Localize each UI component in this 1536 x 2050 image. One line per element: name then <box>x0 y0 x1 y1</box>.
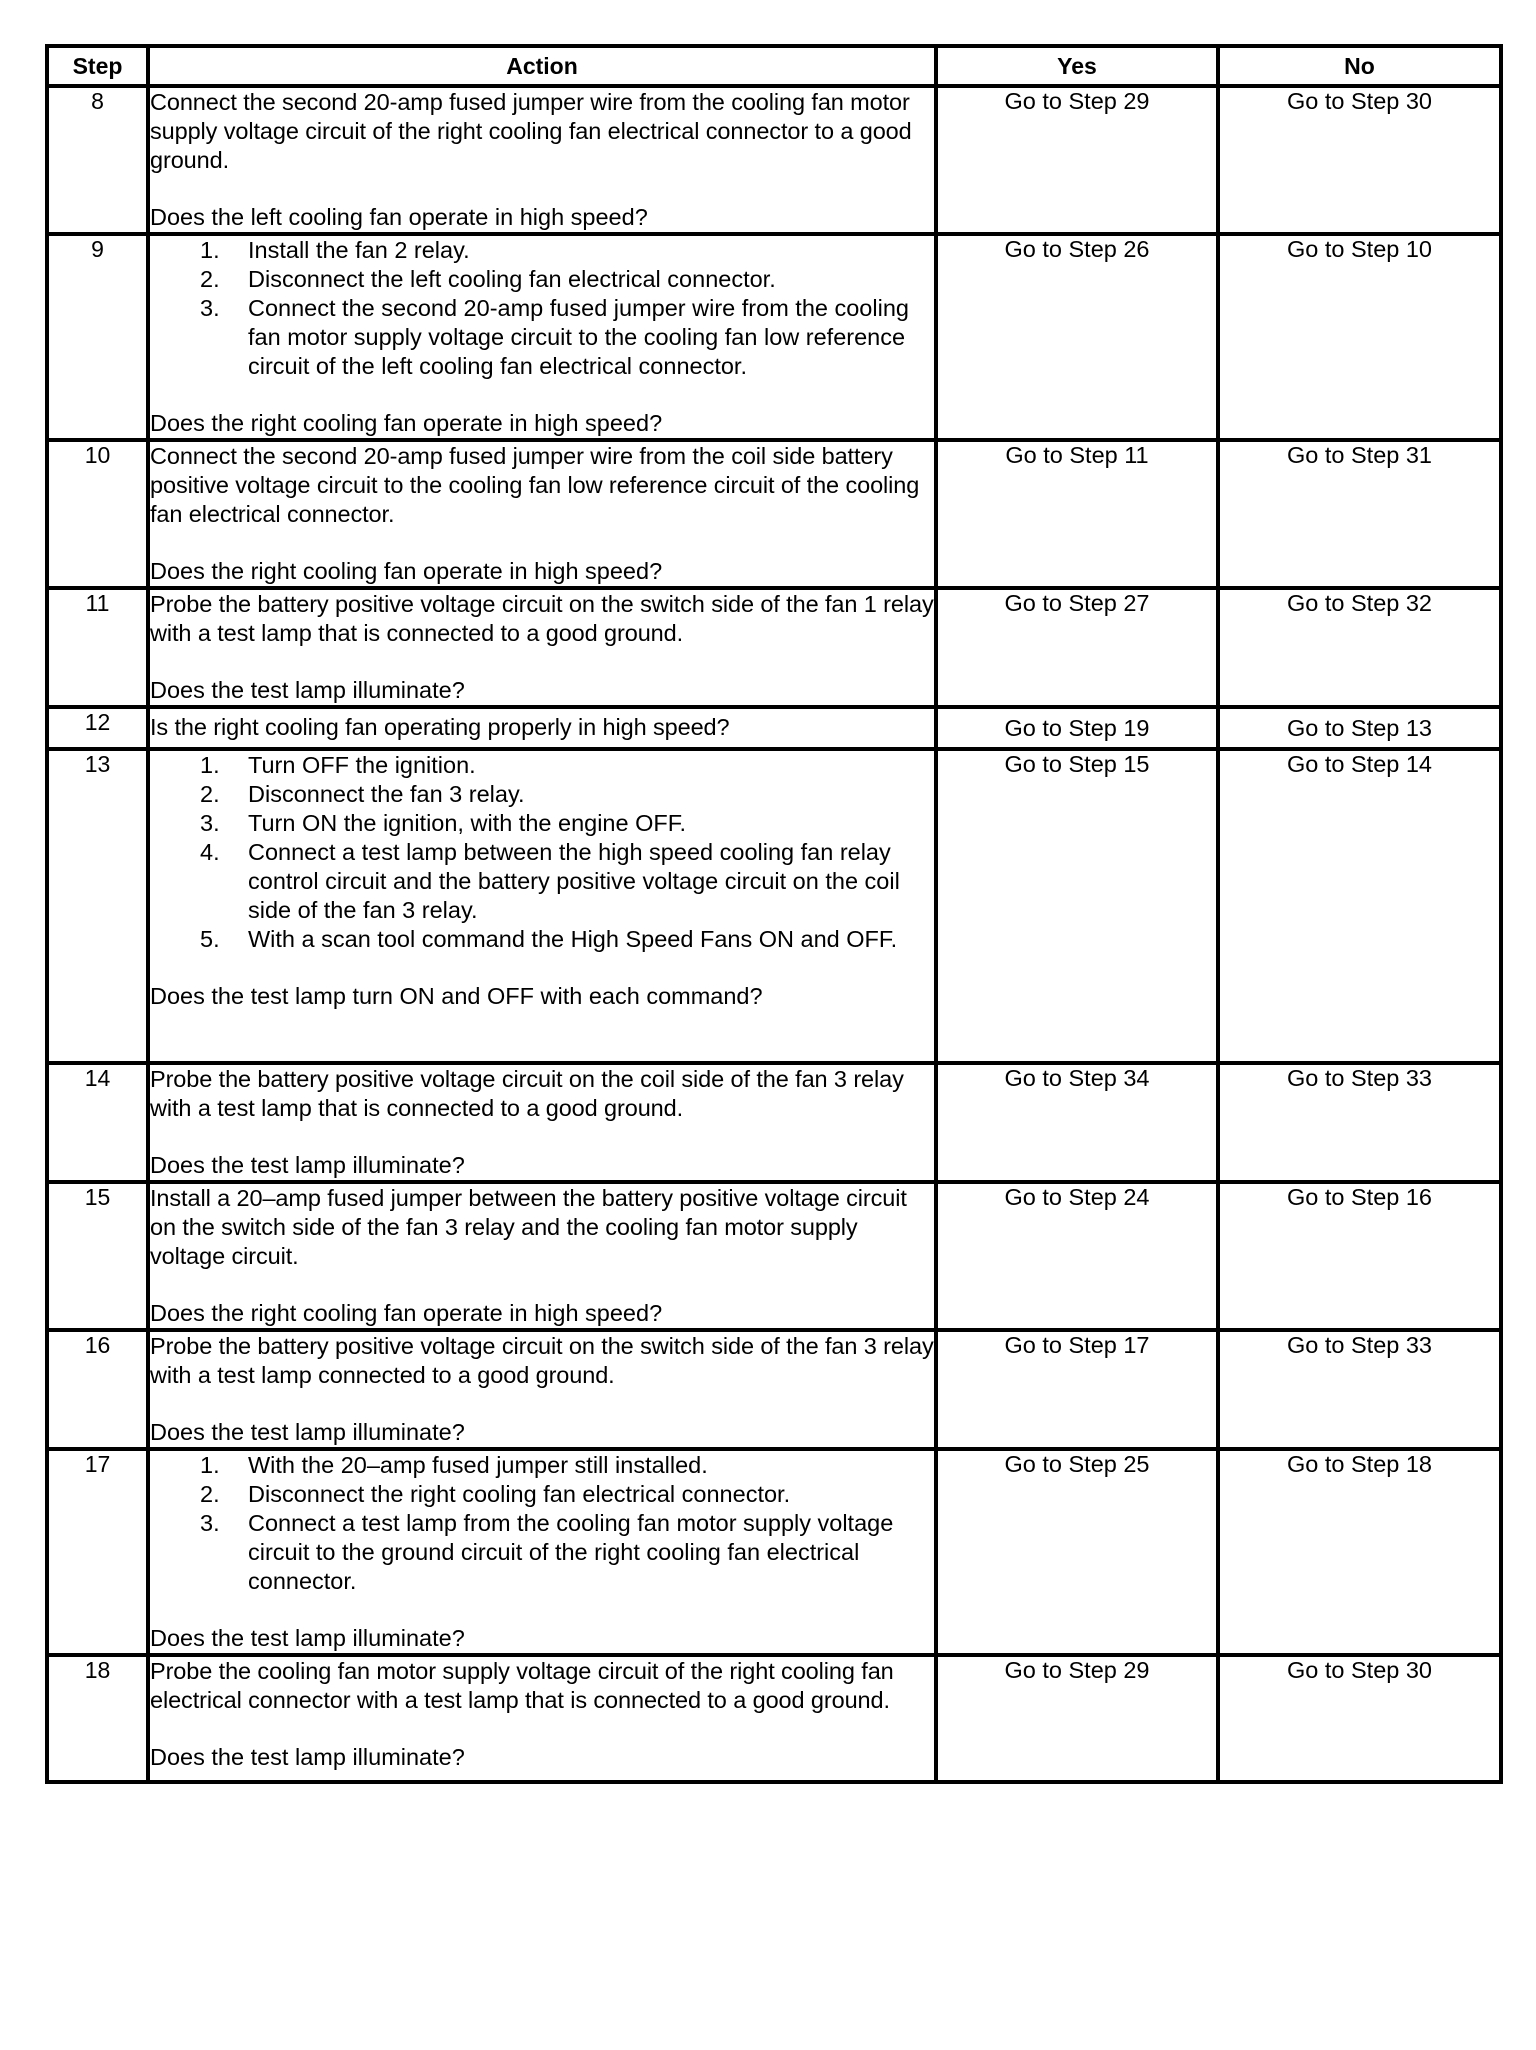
action-list-item: Turn OFF the ignition. <box>248 752 476 778</box>
step-number: 15 <box>47 1182 148 1330</box>
header-step: Step <box>47 46 148 86</box>
action-question: Does the test lamp illuminate? <box>150 1152 465 1178</box>
action-question: Does the right cooling fan operate in high speed? <box>150 410 663 436</box>
table-row <box>47 1655 1501 1782</box>
table-row <box>47 1330 1501 1449</box>
step-number: 13 <box>47 749 148 1063</box>
no-answer: Go to Step 30 <box>1218 86 1501 234</box>
table-row <box>47 588 1501 707</box>
no-answer: Go to Step 18 <box>1218 1449 1501 1655</box>
yes-answer: Go to Step 34 <box>936 1063 1218 1182</box>
step-number: 17 <box>47 1449 148 1655</box>
no-answer: Go to Step 16 <box>1218 1182 1501 1330</box>
table-row <box>47 1182 1501 1330</box>
step-number: 12 <box>47 707 148 749</box>
action-cell <box>148 86 936 234</box>
action-question: Does the test lamp illuminate? <box>150 1744 465 1770</box>
action-cell <box>148 1449 936 1655</box>
yes-answer: Go to Step 17 <box>936 1330 1218 1449</box>
action-list-item: Install the fan 2 relay. <box>248 237 470 263</box>
header-row <box>47 46 1501 86</box>
action-cell <box>148 234 936 440</box>
no-answer: Go to Step 33 <box>1218 1330 1501 1449</box>
step-number: 14 <box>47 1063 148 1182</box>
action-list-item: Connect the second 20-amp fused jumper wire from the cooling fan motor supply voltage circuit to the cooling fan low reference circuit of the left cooling fan electrical connector. <box>248 295 909 379</box>
yes-answer: Go to Step 24 <box>936 1182 1218 1330</box>
action-list-item: Connect a test lamp from the cooling fan motor supply voltage circuit to the ground circuit of the right cooling fan electrical connector. <box>248 1510 894 1594</box>
no-answer: Go to Step 10 <box>1218 234 1501 440</box>
table-row <box>47 440 1501 588</box>
action-step-list <box>150 236 934 381</box>
action-cell <box>148 1182 936 1330</box>
action-list-item: Disconnect the fan 3 relay. <box>248 781 525 807</box>
table-row <box>47 1449 1501 1655</box>
step-number: 8 <box>47 86 148 234</box>
action-question: Does the left cooling fan operate in high speed? <box>150 204 648 230</box>
action-text: Probe the cooling fan motor supply voltage circuit of the right cooling fan electrical connector with a test lamp that is connected to a good ground. <box>150 1658 894 1713</box>
action-list-item: With the 20–amp fused jumper still installed. <box>248 1452 708 1478</box>
yes-answer: Go to Step 29 <box>936 86 1218 234</box>
diagnostic-steps-table <box>45 44 1503 1784</box>
action-text: Probe the battery positive voltage circuit on the switch side of the fan 3 relay with a test lamp connected to a good ground. <box>150 1333 934 1388</box>
action-question: Does the right cooling fan operate in high speed? <box>150 1300 663 1326</box>
header-yes: Yes <box>936 46 1218 86</box>
action-question: Does the test lamp illuminate? <box>150 677 465 703</box>
action-text: Install a 20–amp fused jumper between the battery positive voltage circuit on the switch side of the fan 3 relay and the cooling fan motor supply voltage circuit. <box>150 1185 907 1269</box>
action-question: Does the right cooling fan operate in high speed? <box>150 558 663 584</box>
header-action: Action <box>148 46 936 86</box>
step-number: 16 <box>47 1330 148 1449</box>
action-list-item: Disconnect the left cooling fan electrical connector. <box>248 266 776 292</box>
table-row <box>47 749 1501 1063</box>
header-no: No <box>1218 46 1501 86</box>
no-answer: Go to Step 31 <box>1218 440 1501 588</box>
step-number: 10 <box>47 440 148 588</box>
yes-answer: Go to Step 19 <box>936 707 1218 749</box>
step-number: 18 <box>47 1655 148 1782</box>
action-cell <box>148 707 936 749</box>
action-step-list <box>150 751 934 954</box>
action-cell <box>148 749 936 1063</box>
action-text: Connect the second 20-amp fused jumper wire from the coil side battery positive voltage circuit to the cooling fan low reference circuit of the cooling fan electrical connector. <box>150 443 920 527</box>
action-question: Is the right cooling fan operating properly in high speed? <box>150 713 730 740</box>
action-cell <box>148 1330 936 1449</box>
no-answer: Go to Step 14 <box>1218 749 1501 1063</box>
action-text: Probe the battery positive voltage circuit on the switch side of the fan 1 relay with a test lamp that is connected to a good ground. <box>150 591 934 646</box>
action-cell <box>148 1655 936 1782</box>
step-number: 9 <box>47 234 148 440</box>
action-cell <box>148 588 936 707</box>
yes-answer: Go to Step 29 <box>936 1655 1218 1782</box>
yes-answer: Go to Step 15 <box>936 749 1218 1063</box>
table-row <box>47 86 1501 234</box>
action-question: Does the test lamp turn ON and OFF with each command? <box>150 983 763 1009</box>
no-answer: Go to Step 13 <box>1218 707 1501 749</box>
action-list-item: Disconnect the right cooling fan electrical connector. <box>248 1481 791 1507</box>
step-number: 11 <box>47 588 148 707</box>
yes-answer: Go to Step 26 <box>936 234 1218 440</box>
action-question: Does the test lamp illuminate? <box>150 1419 465 1445</box>
action-text: Probe the battery positive voltage circuit on the coil side of the fan 3 relay with a test lamp that is connected to a good ground. <box>150 1066 904 1121</box>
table-row <box>47 1063 1501 1182</box>
yes-answer: Go to Step 25 <box>936 1449 1218 1655</box>
no-answer: Go to Step 33 <box>1218 1063 1501 1182</box>
action-cell <box>148 440 936 588</box>
table-row <box>47 707 1501 749</box>
table-row <box>47 234 1501 440</box>
action-list-item: Turn ON the ignition, with the engine OFF. <box>248 810 687 836</box>
action-question: Does the test lamp illuminate? <box>150 1625 465 1651</box>
action-cell <box>148 1063 936 1182</box>
action-text: Connect the second 20-amp fused jumper wire from the cooling fan motor supply voltage circuit of the right cooling fan electrical connector to a good ground. <box>150 89 912 173</box>
yes-answer: Go to Step 27 <box>936 588 1218 707</box>
yes-answer: Go to Step 11 <box>936 440 1218 588</box>
action-list-item: With a scan tool command the High Speed Fans ON and OFF. <box>248 926 898 952</box>
no-answer: Go to Step 30 <box>1218 1655 1501 1782</box>
action-step-list <box>150 1451 934 1596</box>
no-answer: Go to Step 32 <box>1218 588 1501 707</box>
action-list-item: Connect a test lamp between the high speed cooling fan relay control circuit and the battery positive voltage circuit on the coil side of the fan 3 relay. <box>248 839 900 923</box>
